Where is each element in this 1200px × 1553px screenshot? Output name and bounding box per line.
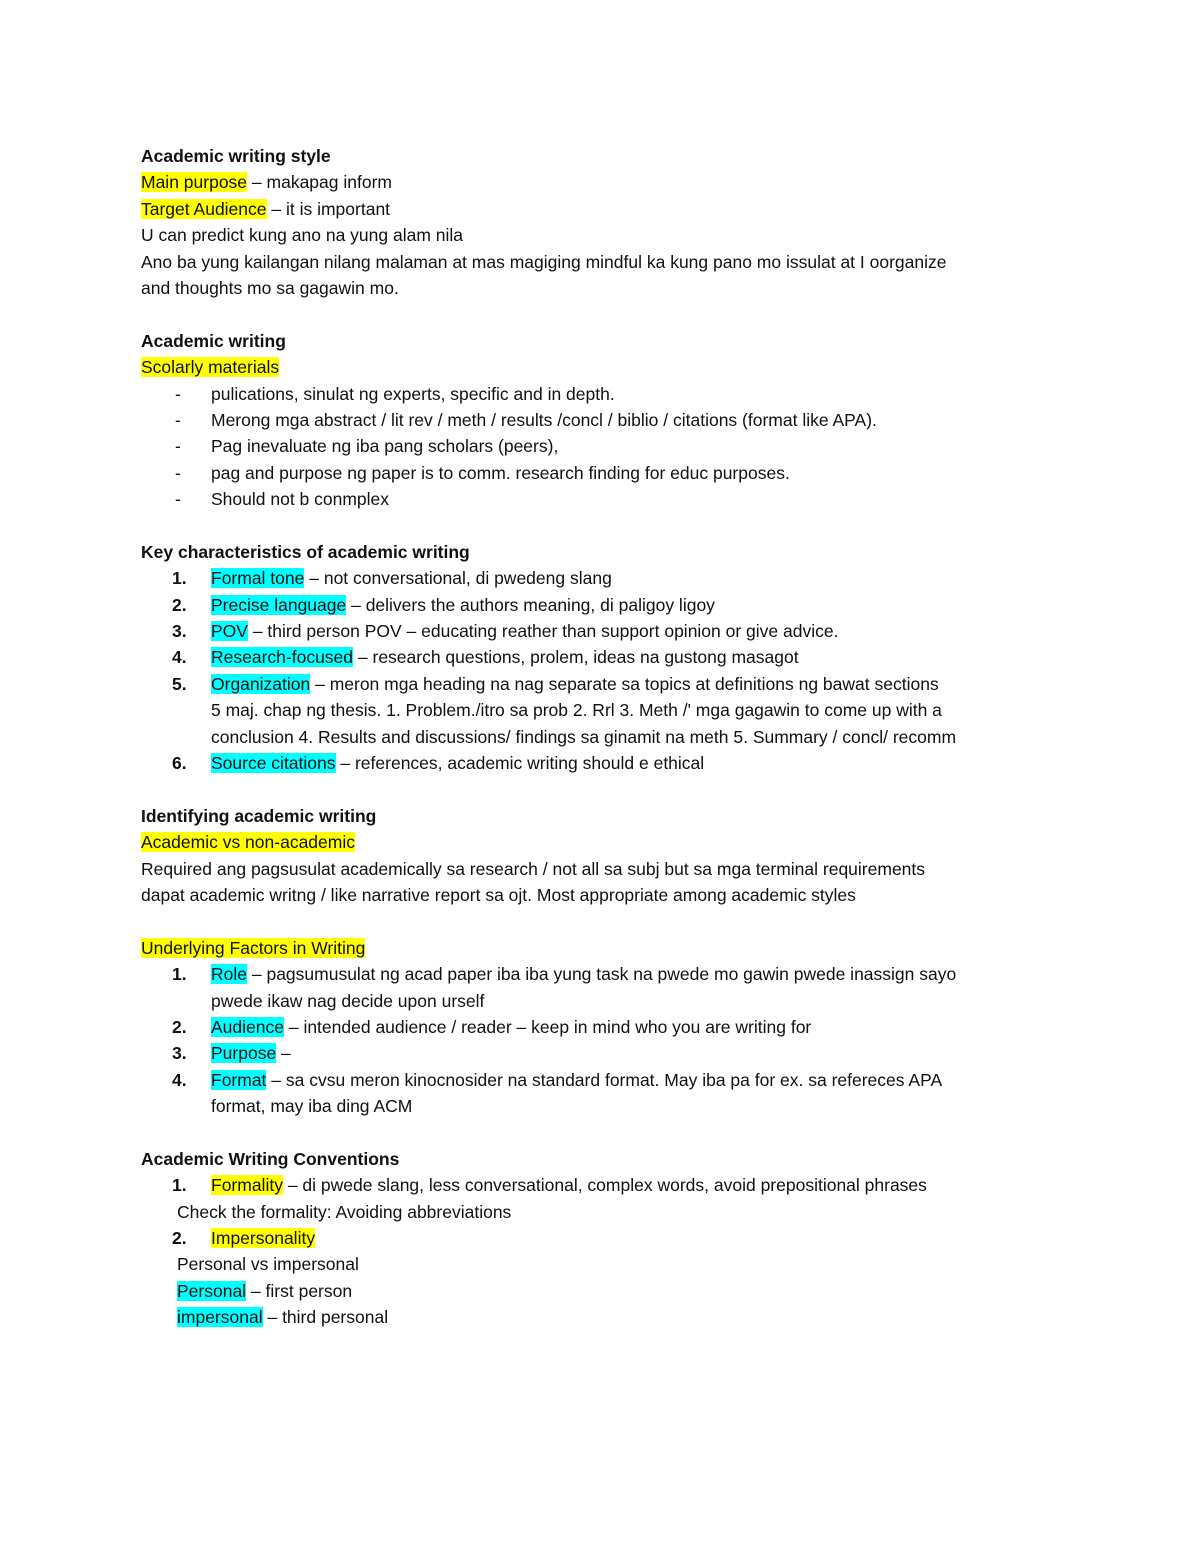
bullet-dash: - xyxy=(175,409,181,430)
line-scholarly-materials xyxy=(141,354,1071,380)
numbered-item xyxy=(141,671,1071,697)
numbered-item-continuation: format, may iba ding ACM xyxy=(211,1096,413,1117)
heading-academic-writing: Academic writing xyxy=(141,330,286,351)
text: – makapag inform xyxy=(247,172,392,193)
text: – it is important xyxy=(266,198,391,219)
text: – first person xyxy=(246,1280,353,1301)
line-text: dapat academic writng / like narrative report sa ojt. Most appropriate among academic styles xyxy=(141,884,856,905)
line-text: Required ang pagsusulat academically sa research / not all sa subj but sa mga terminal requirements xyxy=(141,858,926,879)
numbered-item xyxy=(141,1172,1071,1198)
line-academic-vs-non-academic xyxy=(141,829,1071,855)
item-number: 2. xyxy=(172,1016,187,1037)
spacer xyxy=(141,908,1071,934)
item-number: 6. xyxy=(172,752,187,773)
bullet-item xyxy=(141,486,1071,512)
highlight-academic-vs-non-academic: Academic vs non-academic xyxy=(141,832,355,853)
highlight-key-term: Formal tone xyxy=(211,568,305,589)
heading-writing-conventions: Academic Writing Conventions xyxy=(141,1148,400,1169)
bullet-item xyxy=(141,381,1071,407)
text: – pagsumusulat ng acad paper iba iba yung task na pwede mo gawin pwede inassign sayo xyxy=(247,964,957,985)
line-text: and thoughts mo sa gagawin mo. xyxy=(141,277,399,298)
highlight-key-term: Format xyxy=(211,1069,267,1090)
numbered-item xyxy=(141,592,1071,618)
spacer xyxy=(141,512,1071,538)
bullet-item xyxy=(141,407,1071,433)
line-text: Ano ba yung kailangan nilang malaman at mas magiging mindful ka kung pano mo issulat at I oorganize xyxy=(141,251,947,272)
line-main-purpose xyxy=(141,169,1071,195)
text: – xyxy=(276,1043,291,1064)
numbered-item xyxy=(141,750,1071,776)
highlight-key-term: Audience xyxy=(211,1016,284,1037)
text: – sa cvsu meron kinocnosider na standard format. May iba pa for ex. sa refereces APA xyxy=(266,1069,943,1090)
numbered-item-continuation: conclusion 4. Results and discussions/ findings sa ginamit na meth 5. Summary / concl/ recomm xyxy=(211,726,957,747)
numbered-item xyxy=(141,961,1071,987)
numbered-item xyxy=(141,1014,1071,1040)
highlight-impersonality: Impersonality xyxy=(211,1228,316,1249)
bullet-item xyxy=(141,433,1071,459)
numbered-item xyxy=(141,1067,1071,1093)
line-target-audience xyxy=(141,196,1071,222)
text: Merong mga abstract / lit rev / meth / results /concl / biblio / citations (format like APA). xyxy=(211,409,877,430)
numbered-item-continuation: 5 maj. chap ng thesis. 1. Problem./itro sa prob 2. Rrl 3. Meth /' mga gagawin to come up with a xyxy=(211,700,942,721)
spacer xyxy=(141,301,1071,327)
highlight-target-audience: Target Audience xyxy=(141,198,267,219)
document-page xyxy=(141,143,1071,1331)
item-number: 1. xyxy=(172,568,187,589)
highlight-main-purpose: Main purpose xyxy=(141,172,248,193)
highlight-key-term: Role xyxy=(211,964,247,985)
text: – third person POV – educating reather than support opinion or give advice. xyxy=(247,621,839,642)
highlight-key-term: Purpose xyxy=(211,1043,277,1064)
line-text: U can predict kung ano na yung alam nila xyxy=(141,225,464,246)
text: – intended audience / reader – keep in mind who you are writing for xyxy=(283,1016,812,1037)
highlight-key-term: POV xyxy=(211,621,248,642)
item-number: 4. xyxy=(172,1069,187,1090)
highlight-key-term: Organization xyxy=(211,673,311,694)
numbered-item xyxy=(141,618,1071,644)
text: – delivers the authors meaning, di paligoy ligoy xyxy=(346,594,715,615)
item-number: 1. xyxy=(172,1175,187,1196)
text: Pag inevaluate ng iba pang scholars (peers), xyxy=(211,436,559,457)
text: – references, academic writing should e ethical xyxy=(335,752,705,773)
line-impersonal xyxy=(141,1304,1071,1330)
item-number: 5. xyxy=(172,673,187,694)
highlight-impersonal: impersonal xyxy=(177,1307,263,1328)
line-check-formality: Check the formality: Avoiding abbreviations xyxy=(177,1201,512,1222)
item-number: 2. xyxy=(172,1228,187,1249)
bullet-dash: - xyxy=(175,436,181,457)
text: – research questions, prolem, ideas na gustong masagot xyxy=(353,647,799,668)
numbered-item xyxy=(141,1040,1071,1066)
item-number: 3. xyxy=(172,621,187,642)
text: – third personal xyxy=(262,1307,389,1328)
bullet-dash: - xyxy=(175,489,181,510)
numbered-item xyxy=(141,1225,1071,1251)
numbered-item xyxy=(141,565,1071,591)
heading-academic-writing-style: Academic writing style xyxy=(141,146,331,166)
bullet-dash: - xyxy=(175,462,181,483)
bullet-item xyxy=(141,460,1071,486)
numbered-item-continuation: pwede ikaw nag decide upon urself xyxy=(211,990,485,1011)
text: – not conversational, di pwedeng slang xyxy=(304,568,612,589)
spacer xyxy=(141,1119,1071,1145)
text: – meron mga heading na nag separate sa topics at definitions ng bawat sections xyxy=(310,673,939,694)
text: – di pwede slang, less conversational, complex words, avoid prepositional phrases xyxy=(282,1175,927,1196)
heading-identifying-academic-writing: Identifying academic writing xyxy=(141,805,377,826)
highlight-personal: Personal xyxy=(177,1280,247,1301)
highlight-key-term: Research-focused xyxy=(211,647,354,668)
line-underlying-factors xyxy=(141,935,1071,961)
heading-key-characteristics: Key characteristics of academic writing xyxy=(141,541,470,562)
highlight-key-term: Source citations xyxy=(211,752,336,773)
item-number: 2. xyxy=(172,594,187,615)
item-number: 3. xyxy=(172,1043,187,1064)
text: Should not b conmplex xyxy=(211,489,390,510)
highlight-scholarly-materials: Scolarly materials xyxy=(141,357,280,378)
line-personal-vs-impersonal: Personal vs impersonal xyxy=(177,1254,359,1275)
spacer xyxy=(141,776,1071,802)
text: pag and purpose ng paper is to comm. research finding for educ purposes. xyxy=(211,462,790,483)
highlight-key-term: Precise language xyxy=(211,594,347,615)
highlight-formality: Formality xyxy=(211,1175,283,1196)
numbered-item xyxy=(141,644,1071,670)
line-personal xyxy=(141,1278,1071,1304)
item-number: 1. xyxy=(172,964,187,985)
highlight-underlying-factors: Underlying Factors in Writing xyxy=(141,937,366,958)
bullet-dash: - xyxy=(175,383,181,404)
text: pulications, sinulat ng experts, specific and in depth. xyxy=(211,383,615,404)
item-number: 4. xyxy=(172,647,187,668)
